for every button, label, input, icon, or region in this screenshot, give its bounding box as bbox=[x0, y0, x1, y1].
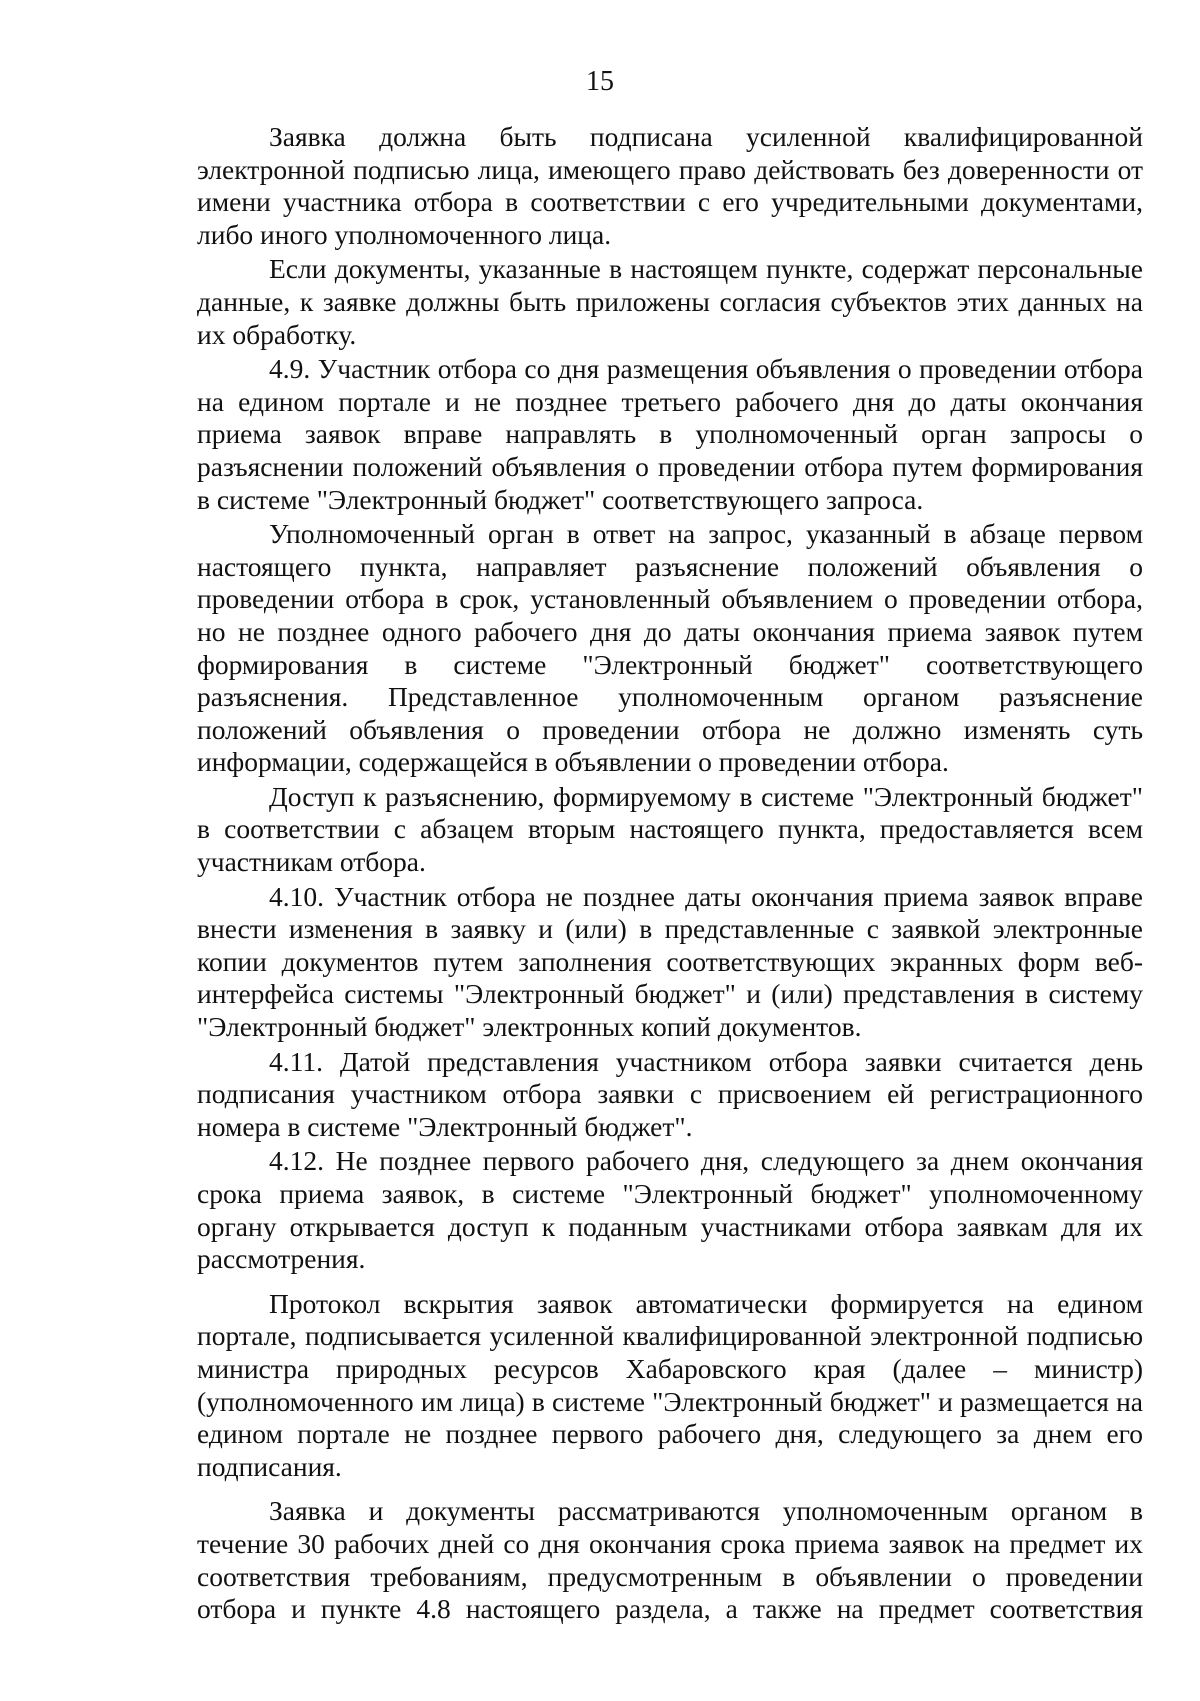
paragraph-clarification-access: Доступ к разъяснению, формируемому в системе "Электронный бюджет" в соответствии с абзацем вторым настоящего пункта, предоставляется всем участникам отбора. bbox=[197, 780, 1143, 878]
paragraph-personal-data-consent: Если документы, указанные в настоящем пункте, содержат персональные данные, к заявке должны быть приложены согласия субъектов этих данных на их обработку. bbox=[197, 253, 1143, 350]
paragraph-application-review: Заявка и документы рассматриваются уполномоченным органом в течение 30 рабочих дней со дня окончания срока приема заявок на предмет их соответствия требованиям, предусмотренным в объявлении о проведении отбора и пункте 4.8 настоящего раздела, а также на предмет соответствия bbox=[197, 1495, 1143, 1625]
paragraph-4-10: 4.10. Участник отбора не позднее даты окончания приема заявок вправе внести изменения в заявку и (или) в представленные с заявкой электронные копии документов путем заполнения соответствующих экранных форм веб-интерфейса системы "Электронный бюджет" и (или) представления в систему "Электронный бюджет" электронных копий документов. bbox=[197, 880, 1143, 1043]
paragraph-clarification-response: Уполномоченный орган в ответ на запрос, указанный в абзаце первом настоящего пункта, направляет разъяснение положений объявления о проведении отбора в срок, установленный объявлением о проведении отбора, но не позднее одного рабочего дня до даты окончания приема заявок путем формирования в системе "Электронный бюджет" соответствующего разъяснения. Представленное уполномоченным органом разъяснение положений объявления о проведении отбора не должно изменять суть информации, содержащейся в объявлении о проведении отбора. bbox=[197, 518, 1143, 778]
paragraph-4-11: 4.11. Датой представления участником отбора заявки считается день подписания участником отбора заявки с присвоением ей регистрационного номера в системе "Электронный бюджет". bbox=[197, 1045, 1143, 1142]
paragraph-signature-requirement: Заявка должна быть подписана усиленной квалифицированной электронной подписью лица, имеющего право действовать без доверенности от имени участника отбора в соответствии с его учредительными документами, либо иного уполномоченного лица. bbox=[197, 121, 1143, 250]
paragraph-4-12: 4.12. Не позднее первого рабочего дня, следующего за днем окончания срока приема заявок, в системе "Электронный бюджет" уполномоченному органу открывается доступ к поданным участниками отбора заявкам для их рассмотрения. bbox=[197, 1145, 1143, 1275]
document-body bbox=[197, 121, 1143, 1626]
page-number: 15 bbox=[586, 66, 614, 97]
paragraph-4-9: 4.9. Участник отбора со дня размещения объявления о проведении отбора на едином портале и не позднее третьего рабочего дня до даты окончания приема заявок вправе направлять в уполномоченный орган запросы о разъяснении положений объявления о проведении отбора путем формирования в системе "Электронный бюджет" соответствующего запроса. bbox=[197, 353, 1143, 515]
paragraph-opening-protocol: Протокол вскрытия заявок автоматически формируется на едином портале, подписывается усиленной квалифицированной электронной подписью министра природных ресурсов Хабаровского края (далее – министр) (уполномоченного им лица) в системе "Электронный бюджет" и размещается на едином портале не позднее первого рабочего дня, следующего за днем его подписания. bbox=[197, 1287, 1143, 1482]
